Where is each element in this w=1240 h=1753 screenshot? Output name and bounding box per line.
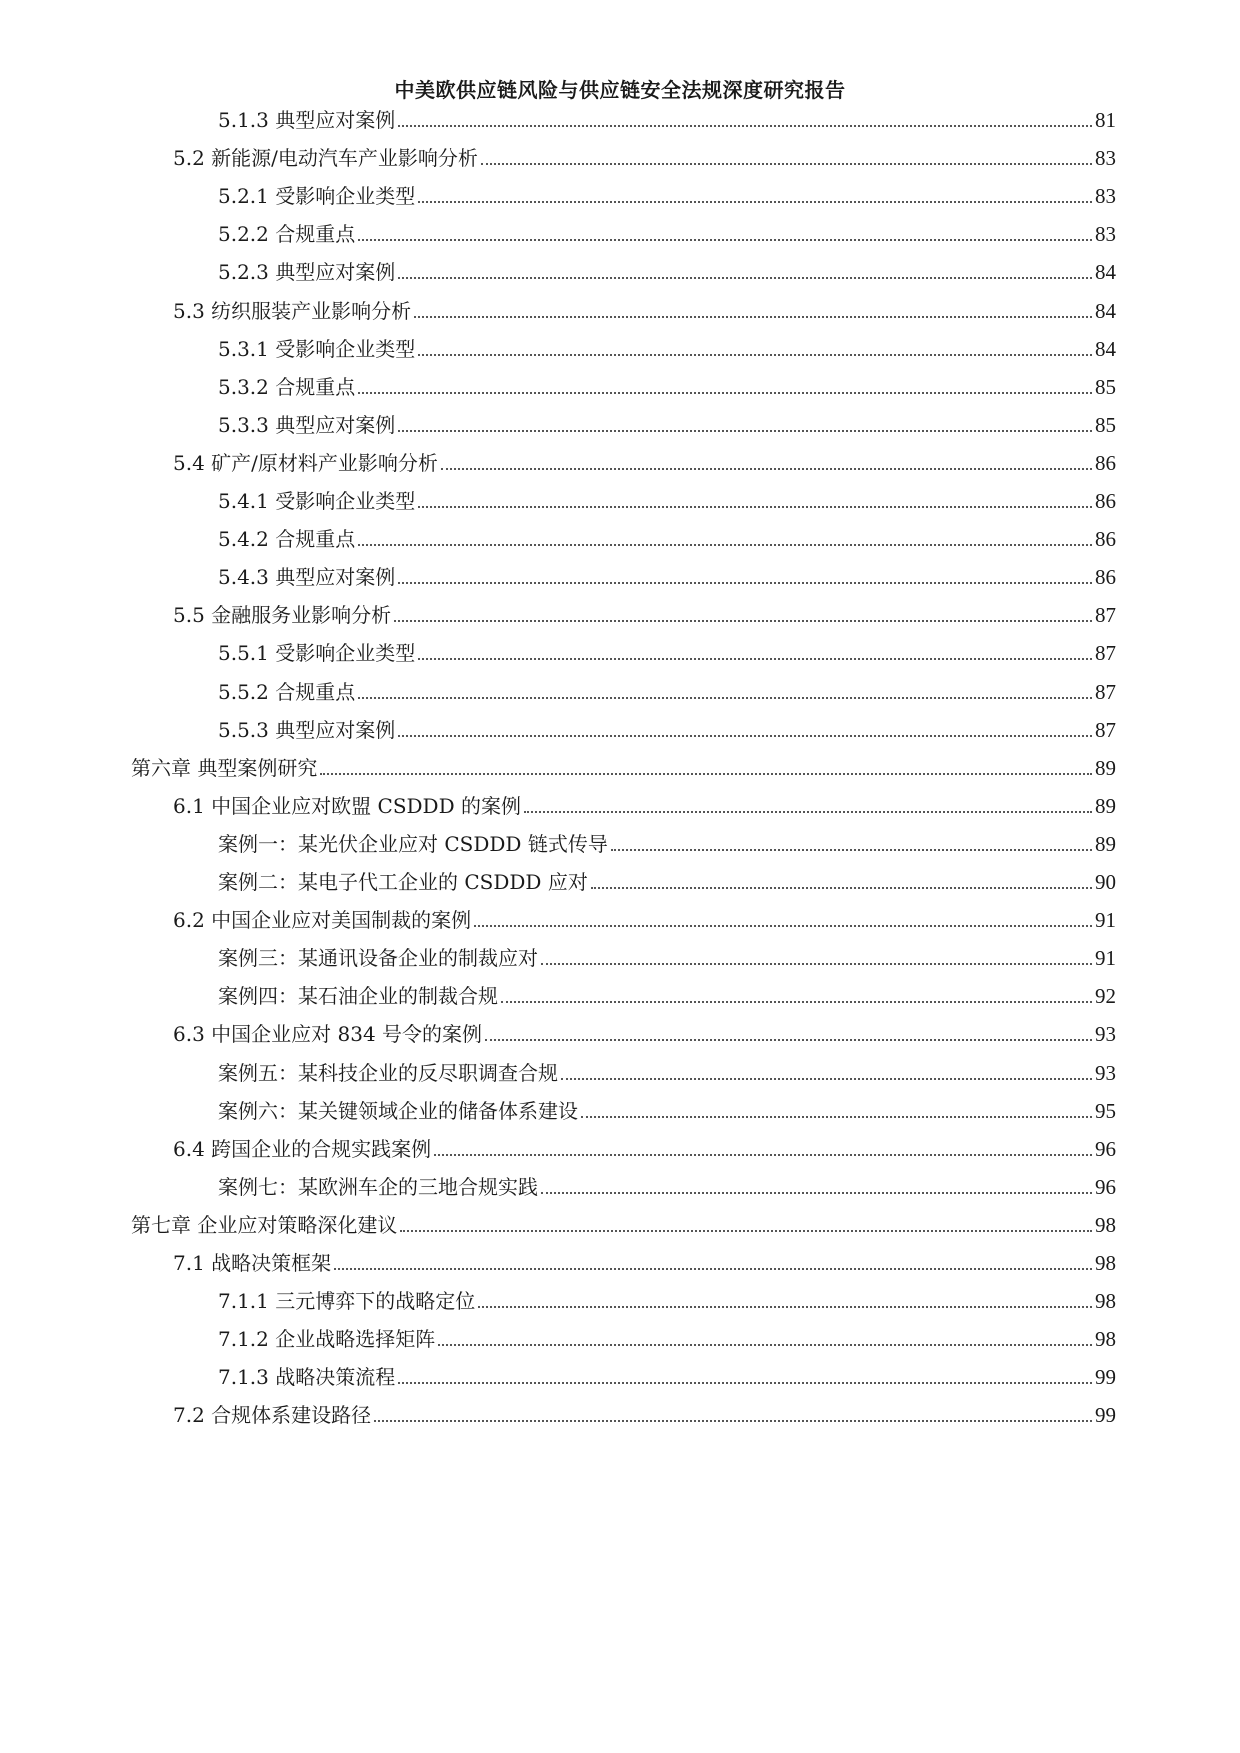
- toc-entry-page-number: 89: [1095, 832, 1116, 856]
- toc-entry[interactable]: [218, 100, 1116, 134]
- toc-entry-label: 7.1.3 战略决策流程: [218, 1365, 396, 1389]
- toc-entry-page-number: 86: [1095, 527, 1116, 551]
- toc-entry-label: 5.1.3 典型应对案例: [218, 108, 396, 132]
- toc-entry-page-number: 98: [1095, 1327, 1116, 1351]
- toc-entry-page-number: 93: [1095, 1061, 1116, 1085]
- toc-entry-page-number: 86: [1095, 489, 1116, 513]
- toc-entry-label: 第六章 典型案例研究: [131, 756, 318, 780]
- toc-entry-page-number: 89: [1095, 794, 1116, 818]
- toc-entry[interactable]: [173, 786, 1116, 820]
- toc-entry-page-number: 95: [1095, 1099, 1116, 1123]
- toc-entry-page-number: 98: [1095, 1251, 1116, 1275]
- toc-dot-leader: [438, 1344, 1092, 1346]
- toc-dot-leader: [400, 1230, 1092, 1232]
- toc-entry[interactable]: [218, 214, 1116, 248]
- toc-entry[interactable]: [218, 938, 1116, 972]
- toc-entry-page-number: 83: [1095, 146, 1116, 170]
- toc-dot-leader: [358, 544, 1092, 546]
- toc-entry[interactable]: [218, 519, 1116, 553]
- toc-dot-leader: [591, 887, 1092, 889]
- toc-entry-label: 案例四：某石油企业的制裁合规: [218, 984, 498, 1008]
- toc-dot-leader: [441, 468, 1092, 470]
- toc-entry-page-number: 90: [1095, 870, 1116, 894]
- toc-entry-page-number: 87: [1095, 641, 1116, 665]
- toc-dot-leader: [414, 316, 1092, 318]
- toc-dot-leader: [418, 658, 1092, 660]
- toc-entry-label: 5.3.3 典型应对案例: [218, 413, 396, 437]
- toc-entry-label: 5.4.3 典型应对案例: [218, 565, 396, 589]
- toc-entry-page-number: 96: [1095, 1137, 1116, 1161]
- page-header-title: 中美欧供应链风险与供应链安全法规深度研究报告: [394, 78, 846, 102]
- toc-dot-leader: [418, 201, 1092, 203]
- toc-entry-page-number: 98: [1095, 1289, 1116, 1313]
- toc-entry-label: 5.4.1 受影响企业类型: [218, 489, 416, 513]
- toc-dot-leader: [481, 163, 1092, 165]
- toc-entry-label: 案例五：某科技企业的反尽职调查合规: [218, 1061, 558, 1085]
- toc-entry[interactable]: [173, 1395, 1116, 1429]
- toc-dot-leader: [541, 1192, 1092, 1194]
- toc-entry-page-number: 99: [1095, 1365, 1116, 1389]
- toc-entry-label: 5.5.3 典型应对案例: [218, 718, 396, 742]
- toc-entry[interactable]: [173, 1129, 1116, 1163]
- toc-entry-page-number: 99: [1095, 1403, 1116, 1427]
- toc-dot-leader: [418, 354, 1092, 356]
- toc-entry-page-number: 84: [1095, 260, 1116, 284]
- toc-entry-label: 5.3.1 受影响企业类型: [218, 337, 416, 361]
- toc-dot-leader: [358, 697, 1092, 699]
- toc-entry[interactable]: [218, 176, 1116, 210]
- toc-dot-leader: [398, 1382, 1092, 1384]
- toc-entry[interactable]: [173, 1014, 1116, 1048]
- toc-entry-label: 5.4.2 合规重点: [218, 527, 356, 551]
- toc-dot-leader: [398, 430, 1092, 432]
- toc-entry-page-number: 83: [1095, 222, 1116, 246]
- toc-entry[interactable]: [218, 1357, 1116, 1391]
- toc-entry[interactable]: [173, 443, 1116, 477]
- toc-dot-leader: [358, 239, 1092, 241]
- toc-dot-leader: [398, 582, 1092, 584]
- toc-dot-leader: [611, 849, 1092, 851]
- toc-entry-label: 5.5.1 受影响企业类型: [218, 641, 416, 665]
- toc-entry-label: 5.5 金融服务业影响分析: [173, 603, 392, 627]
- toc-entry-label: 案例一：某光伏企业应对 CSDDD 链式传导: [218, 832, 608, 856]
- toc-entry-label: 5.2.2 合规重点: [218, 222, 356, 246]
- toc-entry-page-number: 91: [1095, 946, 1116, 970]
- toc-dot-leader: [581, 1116, 1092, 1118]
- toc-dot-leader: [398, 125, 1092, 127]
- toc-dot-leader: [485, 1039, 1092, 1041]
- toc-entry-page-number: 87: [1095, 718, 1116, 742]
- toc-entry[interactable]: [218, 633, 1116, 667]
- toc-entry-label: 5.3 纺织服装产业影响分析: [173, 299, 412, 323]
- toc-entry-label: 第七章 企业应对策略深化建议: [131, 1213, 398, 1237]
- toc-entry-label: 案例七：某欧洲车企的三地合规实践: [218, 1175, 538, 1199]
- toc-entry[interactable]: [218, 405, 1116, 439]
- toc-entry[interactable]: [218, 672, 1116, 706]
- toc-entry-label: 7.1.1 三元博弈下的战略定位: [218, 1289, 476, 1313]
- toc-dot-leader: [334, 1268, 1092, 1270]
- toc-entry[interactable]: [218, 976, 1116, 1010]
- toc-entry-label: 5.2 新能源/电动汽车产业影响分析: [173, 146, 478, 170]
- toc-dot-leader: [501, 1001, 1092, 1003]
- toc-entry[interactable]: [173, 138, 1116, 172]
- toc-dot-leader: [474, 925, 1092, 927]
- toc-entry-page-number: 92: [1095, 984, 1116, 1008]
- toc-entry-page-number: 81: [1095, 108, 1116, 132]
- toc-entry[interactable]: [173, 1243, 1116, 1277]
- toc-dot-leader: [524, 811, 1092, 813]
- toc-entry[interactable]: [173, 291, 1116, 325]
- toc-entry-page-number: 83: [1095, 184, 1116, 208]
- toc-entry-label: 5.2.3 典型应对案例: [218, 260, 396, 284]
- toc-entry[interactable]: [218, 557, 1116, 591]
- toc-entry-label: 5.2.1 受影响企业类型: [218, 184, 416, 208]
- toc-entry-label: 7.1.2 企业战略选择矩阵: [218, 1327, 436, 1351]
- toc-entry[interactable]: [218, 1053, 1116, 1087]
- toc-entry-page-number: 86: [1095, 451, 1116, 475]
- toc-entry-label: 案例六：某关键领域企业的储备体系建设: [218, 1099, 578, 1123]
- toc-entry[interactable]: [218, 710, 1116, 744]
- toc-entry-label: 5.4 矿产/原材料产业影响分析: [173, 451, 438, 475]
- toc-entry[interactable]: [131, 1205, 1116, 1239]
- toc-dot-leader: [541, 963, 1092, 965]
- toc-entry-page-number: 87: [1095, 603, 1116, 627]
- toc-dot-leader: [418, 506, 1092, 508]
- toc-dot-leader: [478, 1306, 1092, 1308]
- toc-dot-leader: [358, 392, 1092, 394]
- toc-entry[interactable]: [218, 824, 1116, 858]
- toc-entry-page-number: 85: [1095, 375, 1116, 399]
- toc-entry-label: 5.3.2 合规重点: [218, 375, 356, 399]
- toc-entry-page-number: 91: [1095, 908, 1116, 932]
- toc-entry-page-number: 84: [1095, 299, 1116, 323]
- toc-entry-page-number: 89: [1095, 756, 1116, 780]
- toc-dot-leader: [398, 735, 1092, 737]
- toc-dot-leader: [374, 1420, 1092, 1422]
- toc-entry-label: 6.1 中国企业应对欧盟 CSDDD 的案例: [173, 794, 521, 818]
- toc-entry-label: 6.4 跨国企业的合规实践案例: [173, 1137, 432, 1161]
- toc-entry-label: 案例二：某电子代工企业的 CSDDD 应对: [218, 870, 588, 894]
- toc-entry[interactable]: [218, 1167, 1116, 1201]
- toc-entry[interactable]: [173, 900, 1116, 934]
- toc-dot-leader: [320, 773, 1092, 775]
- toc-entry[interactable]: [131, 748, 1116, 782]
- toc-entry-label: 6.2 中国企业应对美国制裁的案例: [173, 908, 472, 932]
- toc-entry[interactable]: [173, 595, 1116, 629]
- toc-dot-leader: [398, 277, 1092, 279]
- toc-dot-leader: [434, 1154, 1092, 1156]
- toc-entry[interactable]: [218, 1091, 1116, 1125]
- toc-entry-label: 案例三：某通讯设备企业的制裁应对: [218, 946, 538, 970]
- toc-entry-page-number: 85: [1095, 413, 1116, 437]
- toc-entry[interactable]: [218, 1281, 1116, 1315]
- toc-entry[interactable]: [218, 481, 1116, 515]
- toc-entry-page-number: 96: [1095, 1175, 1116, 1199]
- toc-entry-page-number: 87: [1095, 680, 1116, 704]
- toc-entry[interactable]: [218, 329, 1116, 363]
- toc-entry-label: 7.2 合规体系建设路径: [173, 1403, 372, 1427]
- toc-entry-page-number: 98: [1095, 1213, 1116, 1237]
- toc-entry-label: 5.5.2 合规重点: [218, 680, 356, 704]
- toc-entry-label: 6.3 中国企业应对 834 号令的案例: [173, 1022, 483, 1046]
- toc-entry-page-number: 93: [1095, 1022, 1116, 1046]
- toc-dot-leader: [561, 1078, 1092, 1080]
- toc-entry[interactable]: [218, 252, 1116, 286]
- toc-dot-leader: [394, 620, 1092, 622]
- toc-entry-page-number: 84: [1095, 337, 1116, 361]
- toc-entry[interactable]: [218, 367, 1116, 401]
- toc-entry-label: 7.1 战略决策框架: [173, 1251, 332, 1275]
- toc-entry-page-number: 86: [1095, 565, 1116, 589]
- toc-entry[interactable]: [218, 1319, 1116, 1353]
- toc-entry[interactable]: [218, 862, 1116, 896]
